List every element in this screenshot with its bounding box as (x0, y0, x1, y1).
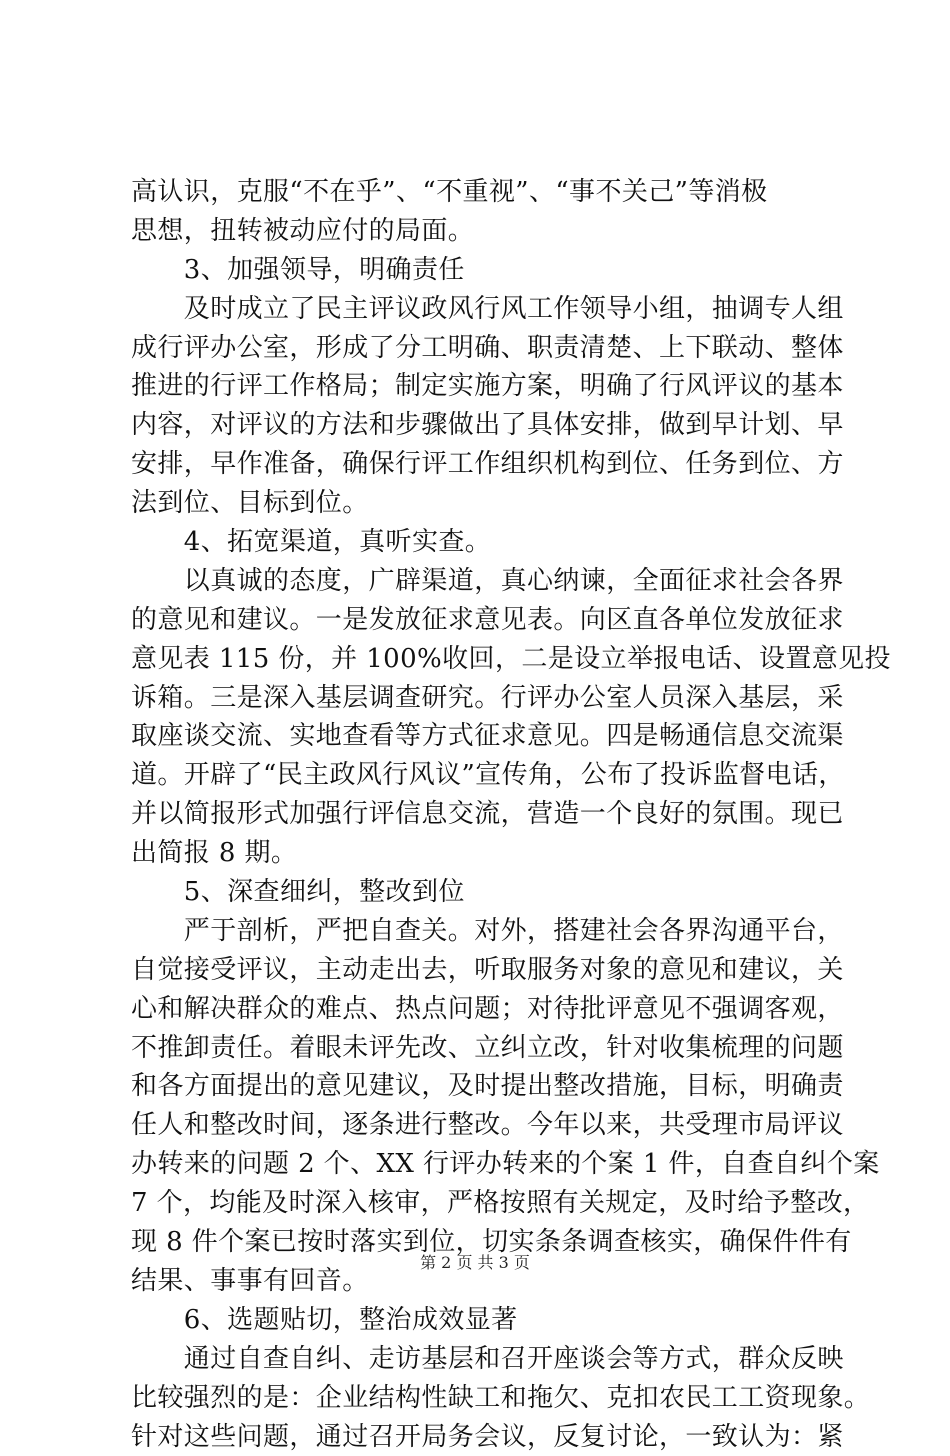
text-line: 结果、事事有回音。 (131, 1262, 831, 1301)
text-line: 意见表 115 份，并 100%收回，二是设立举报电话、设置意见投 (131, 640, 831, 679)
text-line: 比较强烈的是：企业结构性缺工和拖欠、克扣农民工工资现象。 (131, 1379, 831, 1418)
text-line: 7 个，均能及时深入核审，严格按照有关规定，及时给予整改， (131, 1184, 831, 1223)
text-line: 成行评办公室，形成了分工明确、职责清楚、上下联动、整体 (131, 329, 831, 368)
text-line: 任人和整改时间，逐条进行整改。今年以来，共受理市局评议 (131, 1106, 831, 1145)
text-line: 严于剖析，严把自查关。对外，搭建社会各界沟通平台， (131, 912, 831, 951)
text-line: 及时成立了民主评议政风行风工作领导小组，抽调专人组 (131, 290, 831, 329)
text-line: 安排，早作准备，确保行评工作组织机构到位、任务到位、方 (131, 445, 831, 484)
text-line: 自觉接受评议，主动走出去，听取服务对象的意见和建议，关 (131, 951, 831, 990)
text-line: 出简报 8 期。 (131, 834, 831, 873)
text-line: 以真诚的态度，广辟渠道，真心纳谏，全面征求社会各界 (131, 562, 831, 601)
page-footer: 第 2 页 共 3 页 (0, 1250, 950, 1273)
text-line: 现 8 件个案已按时落实到位，切实条条调查核实，确保件件有 (131, 1223, 831, 1262)
text-line: 并以简报形式加强行评信息交流，营造一个良好的氛围。现已 (131, 795, 831, 834)
text-line: 取座谈交流、实地查看等方式征求意见。四是畅通信息交流渠 (131, 717, 831, 756)
text-line: 5、深查细纠，整改到位 (131, 873, 831, 912)
text-line: 6、选题贴切，整治成效显著 (131, 1301, 831, 1340)
text-line: 高认识，克服“不在乎”、“不重视”、“事不关己”等消极 (131, 173, 831, 212)
text-line: 和各方面提出的意见建议，及时提出整改措施，目标，明确责 (131, 1067, 831, 1106)
text-line: 内容，对评议的方法和步骤做出了具体安排，做到早计划、早 (131, 406, 831, 445)
text-line: 4、拓宽渠道，真听实查。 (131, 523, 831, 562)
text-line: 思想，扭转被动应付的局面。 (131, 212, 831, 251)
text-line: 通过自查自纠、走访基层和召开座谈会等方式，群众反映 (131, 1340, 831, 1379)
text-line: 针对这些问题，通过召开局务会议，反复讨论，一致认为：紧 (131, 1418, 831, 1456)
text-line: 的意见和建议。一是发放征求意见表。向区直各单位发放征求 (131, 601, 831, 640)
text-line: 心和解决群众的难点、热点问题；对待批评意见不强调客观， (131, 990, 831, 1029)
text-line: 法到位、目标到位。 (131, 484, 831, 523)
text-line: 道。开辟了“民主政风行风议”宣传角，公布了投诉监督电话， (131, 756, 831, 795)
text-line: 办转来的问题 2 个、XX 行评办转来的个案 1 件，自查自纠个案 (131, 1145, 831, 1184)
text-line: 不推卸责任。着眼未评先改、立纠立改，针对收集梳理的问题 (131, 1029, 831, 1068)
text-line: 3、加强领导，明确责任 (131, 251, 831, 290)
text-line: 诉箱。三是深入基层调查研究。行评办公室人员深入基层，采 (131, 679, 831, 718)
text-line: 推进的行评工作格局；制定实施方案，明确了行风评议的基本 (131, 367, 831, 406)
